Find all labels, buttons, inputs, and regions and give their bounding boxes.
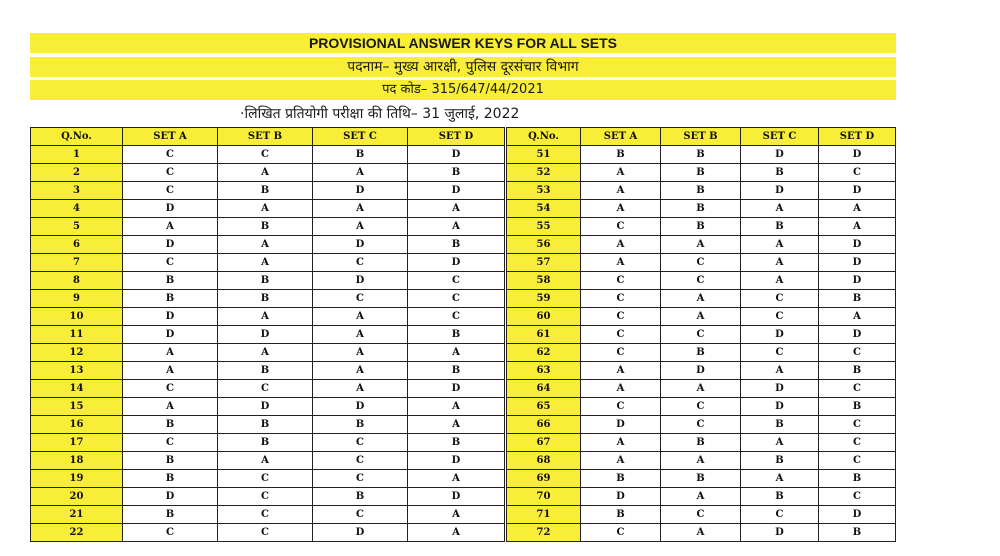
answer-cell: A (661, 308, 741, 326)
answer-cell: B (408, 326, 505, 344)
table-row (31, 272, 505, 290)
question-number-cell: 2 (31, 164, 123, 182)
question-number-cell: 63 (507, 362, 581, 380)
table-row (31, 290, 505, 308)
answer-cell: D (123, 236, 218, 254)
answer-rows (507, 146, 896, 542)
table-row (31, 146, 505, 164)
answer-cell: B (313, 416, 408, 434)
answer-cell: A (819, 200, 896, 218)
question-number-cell: 12 (31, 344, 123, 362)
question-number-cell: 5 (31, 218, 123, 236)
question-number-cell: 52 (507, 164, 581, 182)
answer-cell: B (661, 164, 741, 182)
answer-cell: C (581, 326, 661, 344)
answer-cell: D (819, 272, 896, 290)
answer-cell: A (408, 398, 505, 416)
answer-cell: C (819, 344, 896, 362)
answer-cell: A (581, 182, 661, 200)
column-header-set-a: SET A (123, 128, 218, 146)
table-row (507, 506, 896, 524)
answer-cell: C (581, 308, 661, 326)
table-row (31, 416, 505, 434)
answer-cell: B (741, 488, 819, 506)
answer-cell: C (581, 398, 661, 416)
answer-cell: A (313, 380, 408, 398)
answer-cell: A (581, 200, 661, 218)
answer-cell: C (313, 290, 408, 308)
column-header-set-c: SET C (313, 128, 408, 146)
answer-cell: C (819, 434, 896, 452)
answer-cell: D (313, 236, 408, 254)
question-number-cell: 3 (31, 182, 123, 200)
answer-cell: C (123, 182, 218, 200)
answer-cell: B (819, 290, 896, 308)
answer-cell: B (408, 434, 505, 452)
answer-cell: B (661, 470, 741, 488)
question-number-cell: 71 (507, 506, 581, 524)
table-row (31, 164, 505, 182)
table-row (507, 308, 896, 326)
column-header-set-d: SET D (408, 128, 505, 146)
answer-cell: D (408, 182, 505, 200)
column-header-set-b: SET B (661, 128, 741, 146)
answer-cell: A (741, 434, 819, 452)
answer-cell: C (123, 164, 218, 182)
table-row (507, 398, 896, 416)
answer-cell: B (218, 434, 313, 452)
table-row (507, 146, 896, 164)
table-row (507, 254, 896, 272)
exam-date-line: ·लिखित प्रतियोगी परीक्षा की तिथि– 31 जुलाई, 2022 (240, 106, 520, 122)
answer-cell: A (581, 362, 661, 380)
question-number-cell: 62 (507, 344, 581, 362)
answer-cell: D (123, 326, 218, 344)
table-row (31, 218, 505, 236)
table-row (507, 326, 896, 344)
answer-cell: D (123, 488, 218, 506)
table-row (31, 470, 505, 488)
question-number-cell: 8 (31, 272, 123, 290)
table-row (507, 524, 896, 542)
table-header-row (507, 128, 896, 146)
answer-cell: A (741, 254, 819, 272)
question-number-cell: 4 (31, 200, 123, 218)
table-row (31, 362, 505, 380)
answer-cell: C (313, 434, 408, 452)
question-number-cell: 72 (507, 524, 581, 542)
question-number-cell: 55 (507, 218, 581, 236)
table-row (31, 326, 505, 344)
answer-cell: C (661, 416, 741, 434)
answer-cell: D (123, 308, 218, 326)
answer-cell: A (661, 236, 741, 254)
table-header-row (31, 128, 505, 146)
answer-cell: C (123, 434, 218, 452)
question-number-cell: 70 (507, 488, 581, 506)
answer-cell: C (741, 308, 819, 326)
answer-cell: C (661, 254, 741, 272)
question-number-cell: 21 (31, 506, 123, 524)
answer-key-table-right (506, 127, 896, 542)
answer-cell: A (741, 272, 819, 290)
answer-cell: D (313, 398, 408, 416)
answer-cell: C (313, 452, 408, 470)
answer-cell: B (218, 218, 313, 236)
post-code-banner: पद कोड– 315/647/44/2021 (30, 80, 896, 100)
answer-cell: C (741, 506, 819, 524)
answer-cell: C (661, 272, 741, 290)
answer-cell: C (819, 488, 896, 506)
answer-cell: A (819, 218, 896, 236)
answer-cell: B (218, 182, 313, 200)
table-row (31, 308, 505, 326)
answer-cell: C (741, 344, 819, 362)
answer-cell: A (661, 380, 741, 398)
answer-cell: C (218, 380, 313, 398)
answer-cell: A (661, 290, 741, 308)
table-row (507, 344, 896, 362)
table-row (507, 182, 896, 200)
answer-cell: B (218, 290, 313, 308)
answer-cell: C (661, 398, 741, 416)
answer-cell: B (123, 452, 218, 470)
answer-cell: A (581, 254, 661, 272)
answer-cell: B (741, 416, 819, 434)
answer-cell: D (408, 146, 505, 164)
column-header-qno: Q.No. (31, 128, 123, 146)
answer-cell: C (218, 146, 313, 164)
answer-cell: B (218, 416, 313, 434)
answer-cell: C (819, 416, 896, 434)
question-number-cell: 51 (507, 146, 581, 164)
table-row (507, 290, 896, 308)
answer-cell: C (819, 380, 896, 398)
answer-cell: B (123, 416, 218, 434)
answer-cell: C (581, 524, 661, 542)
answer-cell: D (741, 380, 819, 398)
answer-cell: A (218, 254, 313, 272)
answer-cell: C (313, 470, 408, 488)
answer-cell: A (218, 308, 313, 326)
answer-cell: C (123, 146, 218, 164)
answer-cell: C (218, 506, 313, 524)
question-number-cell: 19 (31, 470, 123, 488)
answer-cell: B (741, 218, 819, 236)
answer-cell: D (741, 524, 819, 542)
question-number-cell: 66 (507, 416, 581, 434)
answer-cell: D (741, 182, 819, 200)
answer-cell: A (408, 416, 505, 434)
answer-cell: D (819, 326, 896, 344)
table-row (507, 236, 896, 254)
answer-cell: A (581, 164, 661, 182)
column-header-set-a: SET A (581, 128, 661, 146)
question-number-cell: 18 (31, 452, 123, 470)
answer-cell: D (819, 146, 896, 164)
answer-cell: B (408, 164, 505, 182)
answer-cell: C (819, 164, 896, 182)
answer-cell: B (661, 146, 741, 164)
table-row (31, 506, 505, 524)
answer-cell: A (819, 308, 896, 326)
answer-cell: C (819, 452, 896, 470)
question-number-cell: 61 (507, 326, 581, 344)
answer-cell: B (408, 362, 505, 380)
answer-cell: B (741, 164, 819, 182)
answer-cell: C (741, 290, 819, 308)
answer-cell: A (581, 452, 661, 470)
answer-cell: B (819, 362, 896, 380)
answer-cell: C (581, 272, 661, 290)
question-number-cell: 20 (31, 488, 123, 506)
answer-cell: A (218, 200, 313, 218)
question-number-cell: 22 (31, 524, 123, 542)
answer-cell: A (218, 236, 313, 254)
question-number-cell: 67 (507, 434, 581, 452)
question-number-cell: 64 (507, 380, 581, 398)
question-number-cell: 68 (507, 452, 581, 470)
answer-cell: A (123, 362, 218, 380)
answer-cell: C (661, 506, 741, 524)
question-number-cell: 15 (31, 398, 123, 416)
answer-cell: B (123, 290, 218, 308)
answer-cell: A (661, 488, 741, 506)
answer-cell: D (661, 362, 741, 380)
answer-cell: B (661, 434, 741, 452)
answer-cell: B (819, 470, 896, 488)
answer-cell: D (581, 416, 661, 434)
answer-cell: C (313, 506, 408, 524)
page-title: PROVISIONAL ANSWER KEYS FOR ALL SETS (30, 33, 896, 53)
answer-cell: C (581, 344, 661, 362)
table-row (31, 434, 505, 452)
answer-cell: C (313, 254, 408, 272)
post-name-banner: पदनाम– मुख्य आरक्षी, पुलिस दूरसंचार विभाग (30, 57, 896, 77)
answer-cell: A (408, 200, 505, 218)
answer-cell: B (123, 506, 218, 524)
answer-cell: B (123, 272, 218, 290)
answer-cell: C (218, 488, 313, 506)
table-row (507, 362, 896, 380)
answer-cell: A (408, 218, 505, 236)
table-row (507, 200, 896, 218)
answer-cell: A (661, 452, 741, 470)
answer-cell: A (123, 398, 218, 416)
answer-cell: C (408, 290, 505, 308)
answer-cell: C (123, 524, 218, 542)
question-number-cell: 13 (31, 362, 123, 380)
answer-cell: D (741, 398, 819, 416)
answer-cell: B (661, 218, 741, 236)
answer-cell: A (313, 326, 408, 344)
table-row (31, 344, 505, 362)
answer-cell: B (581, 470, 661, 488)
question-number-cell: 14 (31, 380, 123, 398)
answer-cell: D (819, 254, 896, 272)
answer-cell: A (218, 452, 313, 470)
table-row (31, 488, 505, 506)
answer-cell: A (741, 200, 819, 218)
answer-cell: C (123, 380, 218, 398)
answer-cell: D (819, 182, 896, 200)
answer-cell: B (408, 236, 505, 254)
answer-cell: D (819, 236, 896, 254)
answer-cell: A (741, 470, 819, 488)
answer-cell: A (218, 344, 313, 362)
answer-cell: D (581, 488, 661, 506)
answer-cell: B (661, 182, 741, 200)
answer-cell: B (819, 524, 896, 542)
question-number-cell: 69 (507, 470, 581, 488)
answer-cell: C (661, 326, 741, 344)
answer-cell: A (581, 236, 661, 254)
column-header-set-d: SET D (819, 128, 896, 146)
answer-cell: D (819, 506, 896, 524)
answer-cell: A (313, 308, 408, 326)
answer-cell: B (661, 344, 741, 362)
answer-cell: A (313, 362, 408, 380)
answer-cell: C (218, 470, 313, 488)
question-number-cell: 53 (507, 182, 581, 200)
answer-cell: B (218, 272, 313, 290)
question-number-cell: 17 (31, 434, 123, 452)
answer-cell: D (408, 380, 505, 398)
answer-cell: A (313, 164, 408, 182)
answer-cell: D (408, 488, 505, 506)
answer-cell: D (218, 398, 313, 416)
question-number-cell: 10 (31, 308, 123, 326)
table-row (507, 218, 896, 236)
answer-cell: A (218, 164, 313, 182)
table-row (507, 470, 896, 488)
question-number-cell: 1 (31, 146, 123, 164)
answer-cell: A (313, 200, 408, 218)
table-row (507, 488, 896, 506)
answer-rows (31, 146, 505, 542)
question-number-cell: 57 (507, 254, 581, 272)
answer-cell: B (819, 398, 896, 416)
question-number-cell: 59 (507, 290, 581, 308)
table-row (31, 182, 505, 200)
answer-cell: C (581, 218, 661, 236)
table-row (507, 434, 896, 452)
table-row (507, 164, 896, 182)
answer-cell: B (581, 506, 661, 524)
answer-cell: A (581, 380, 661, 398)
question-number-cell: 65 (507, 398, 581, 416)
answer-cell: A (313, 344, 408, 362)
table-row (507, 416, 896, 434)
answer-cell: A (408, 506, 505, 524)
table-row (31, 452, 505, 470)
answer-cell: B (741, 452, 819, 470)
answer-cell: B (123, 470, 218, 488)
answer-cell: C (581, 290, 661, 308)
answer-cell: A (581, 434, 661, 452)
question-number-cell: 54 (507, 200, 581, 218)
answer-cell: A (408, 524, 505, 542)
question-number-cell: 9 (31, 290, 123, 308)
answer-cell: B (218, 362, 313, 380)
answer-cell: D (741, 146, 819, 164)
answer-cell: B (313, 488, 408, 506)
answer-cell: D (218, 326, 313, 344)
answer-cell: D (313, 272, 408, 290)
column-header-qno: Q.No. (507, 128, 581, 146)
question-number-cell: 56 (507, 236, 581, 254)
answer-cell: C (123, 254, 218, 272)
answer-cell: A (741, 362, 819, 380)
answer-cell: C (408, 308, 505, 326)
answer-cell: B (313, 146, 408, 164)
answer-cell: D (408, 254, 505, 272)
answer-cell: D (313, 182, 408, 200)
answer-cell: A (123, 344, 218, 362)
question-number-cell: 16 (31, 416, 123, 434)
answer-cell: D (741, 326, 819, 344)
table-row (507, 380, 896, 398)
table-row (31, 524, 505, 542)
answer-cell: D (313, 524, 408, 542)
column-header-set-b: SET B (218, 128, 313, 146)
table-row (507, 272, 896, 290)
answer-cell: A (313, 218, 408, 236)
question-number-cell: 58 (507, 272, 581, 290)
answer-cell: D (408, 452, 505, 470)
table-row (31, 200, 505, 218)
question-number-cell: 6 (31, 236, 123, 254)
answer-cell: D (123, 200, 218, 218)
question-number-cell: 60 (507, 308, 581, 326)
answer-cell: C (218, 524, 313, 542)
answer-cell: B (661, 200, 741, 218)
question-number-cell: 11 (31, 326, 123, 344)
answer-cell: C (408, 272, 505, 290)
answer-cell: A (741, 236, 819, 254)
answer-cell: A (123, 218, 218, 236)
table-row (31, 398, 505, 416)
table-row (31, 236, 505, 254)
question-number-cell: 7 (31, 254, 123, 272)
answer-cell: A (408, 344, 505, 362)
answer-cell: A (661, 524, 741, 542)
table-row (507, 452, 896, 470)
answer-key-table-left (30, 127, 505, 542)
table-row (31, 380, 505, 398)
table-row (31, 254, 505, 272)
answer-cell: B (581, 146, 661, 164)
answer-cell: A (408, 470, 505, 488)
column-header-set-c: SET C (741, 128, 819, 146)
